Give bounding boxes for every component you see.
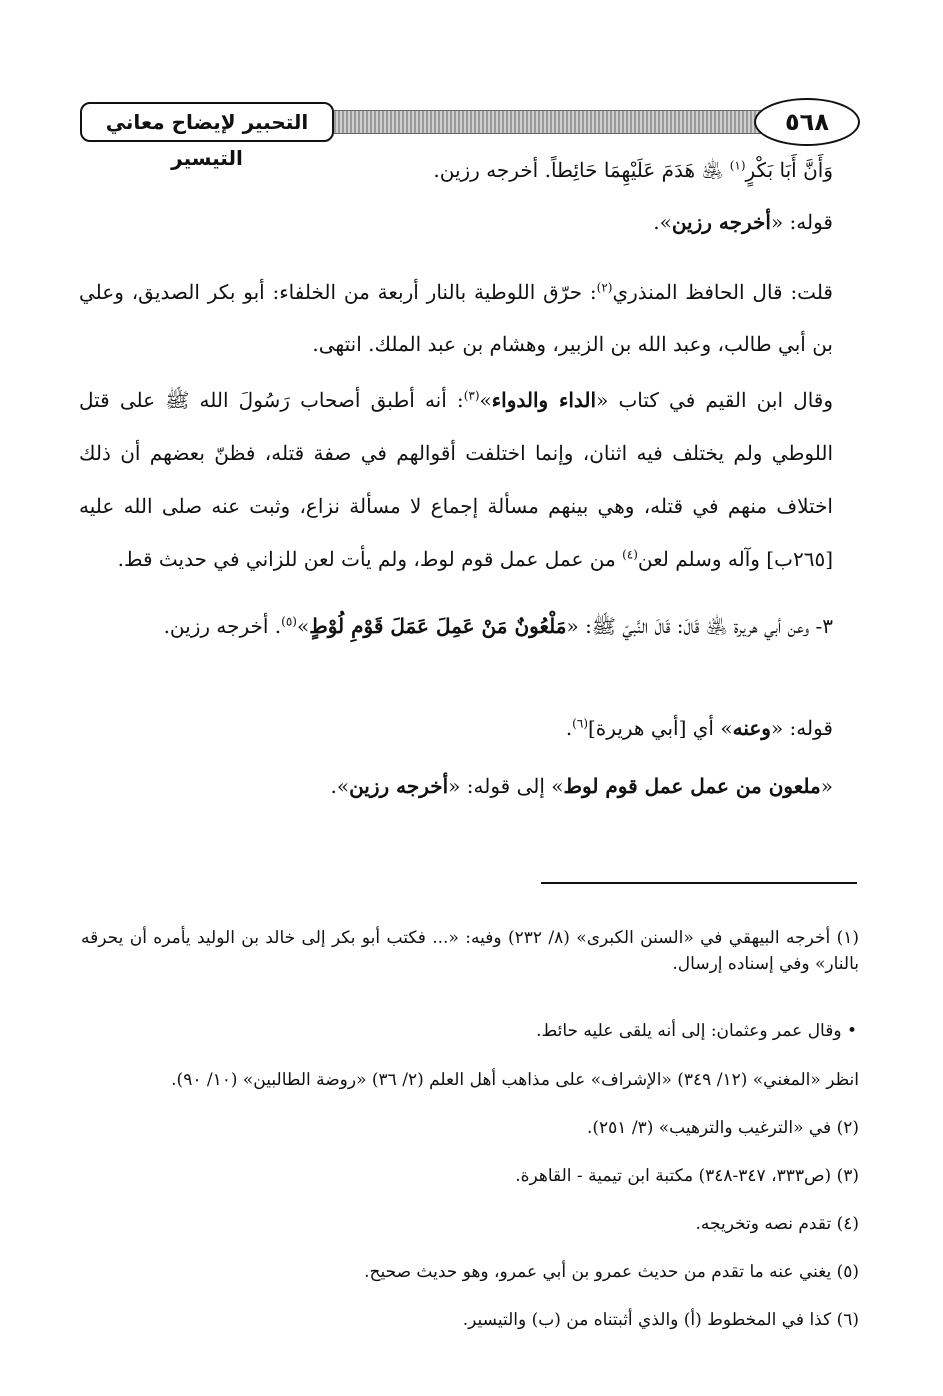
text: » أي [أبي هريرة]	[588, 716, 733, 740]
text: وقال ابن القيم في كتاب «	[596, 388, 834, 412]
footnote-3: (٣) (ص٣٣٣، ٣٤٧-٣٤٨) مكتبة ابن تيمية - القاهرة.	[515, 1166, 859, 1186]
footnote-ref: (٦)	[572, 716, 588, 731]
text: . أخرجه رزين.	[163, 614, 282, 638]
text: ».	[330, 774, 350, 798]
paragraph-7	[79, 772, 859, 801]
footnote-5: (٥) يغني عنه ما تقدم من حديث عمرو بن أبي عمرو، وهو حديث صحيح.	[364, 1262, 859, 1282]
bold-quote: أخرجه رزين	[349, 774, 449, 798]
footnote-2: (٢) في «الترغيب والترهيب» (٣/ ٢٥١).	[586, 1118, 859, 1138]
footnote-ref: (٥)	[281, 614, 297, 629]
paragraph-3	[79, 266, 859, 370]
text: من عمل عمل قوم لوط، ولم يأت لعن للزاني في حديث قط.	[117, 547, 623, 571]
paragraph-5-hadith	[79, 600, 859, 652]
text: ﵁ هَدَمَ عَلَيْهِمَا حَائِطاً. أخرجه رزين.	[433, 158, 730, 182]
text: «	[820, 774, 833, 798]
bold-quote: أخرجه رزين	[671, 210, 771, 234]
text: ٣- وعن أبي هريرة ﵁ قَالَ: قَالَ النَّبيّ ﷺ: «	[566, 614, 833, 638]
text: : أنه أطبق أصحاب رَسُولَ الله ﷺ على قتل اللوطي ولم يختلف فيه اثنان، وإنما اختلفت أقوالهم في صفة قتله، فظنّ بعضهم أن ذلك اختلاف منهم في قتله، وهي بينهم مسألة إجماع لا مسألة نزاع، وثبت عنه صلى الله عليه [٢٦٥ب] وآله وسلم لعن	[79, 388, 833, 571]
footnote-1: (١) أخرجه البيهقي في «السنن الكبرى» (٨/ ٢٣٢) وفيه: «... فكتب أبو بكر إلى خالد بن الوليد يأمره أن يحرقه بالنار» وفي إسناده إرسال.	[81, 928, 859, 974]
text: قوله: «	[770, 716, 833, 740]
footnote-6: (٦) كذا في المخطوط (أ) والذي أثبتناه من (ب) والتيسير.	[462, 1310, 859, 1330]
text: » إلى قوله: «	[448, 774, 564, 798]
bold-quote: وعنه	[732, 716, 771, 740]
bold-quote: ملعون من عمل عمل قوم لوط	[563, 774, 821, 798]
text: قلت: قال الحافظ المنذري	[612, 280, 833, 304]
bold-hadith: مَلْعُونٌ مَنْ عَمِلَ عَمَلَ قَوْمِ لُوْطٍ	[309, 614, 567, 638]
text: وَأَنَّ أَبَا بَكْرٍ	[745, 158, 833, 182]
paragraph-1	[79, 156, 859, 185]
book-title: التحبير لإيضاح معاني التيسير	[80, 102, 334, 142]
text: »	[479, 388, 492, 412]
footnote-ref: (٣)	[463, 388, 480, 403]
footnote-separator	[541, 882, 857, 884]
paragraph-6	[79, 714, 859, 743]
footnote-1-note: • وقال عمر وعثمان: إلى أنه يلقى عليه حائط.	[536, 1021, 857, 1041]
footnote-4: (٤) تقدم نصه وتخريجه.	[695, 1214, 859, 1234]
footnote-ref: (١)	[729, 158, 746, 173]
header-decorative-band	[330, 110, 790, 134]
footnote-ref: (٢)	[596, 280, 613, 295]
footnote-1-refs: انظر «المغني» (١٢/ ٣٤٩) «الإشراف» على مذاهب أهل العلم (٢/ ٣٦) «روضة الطالبين» (١٠/ ٩٠).	[171, 1070, 859, 1090]
footnote-ref: (٤)	[622, 547, 638, 562]
page-number: ٥٦٨	[754, 98, 860, 146]
text: .	[565, 716, 573, 740]
text: »	[296, 614, 310, 638]
text: قوله: «	[770, 210, 833, 234]
paragraph-4	[79, 374, 859, 586]
text: ».	[653, 210, 672, 234]
text: : حرّق اللوطية بالنار أربعة من الخلفاء: أبو بكر الصديق، وعلي بن أبي طالب، وعبد الله بن الزبير، وهشام بن عبد الملك. انتهى.	[79, 280, 833, 356]
bold-book-title: الداء والدواء	[491, 388, 597, 412]
paragraph-2	[79, 208, 859, 237]
